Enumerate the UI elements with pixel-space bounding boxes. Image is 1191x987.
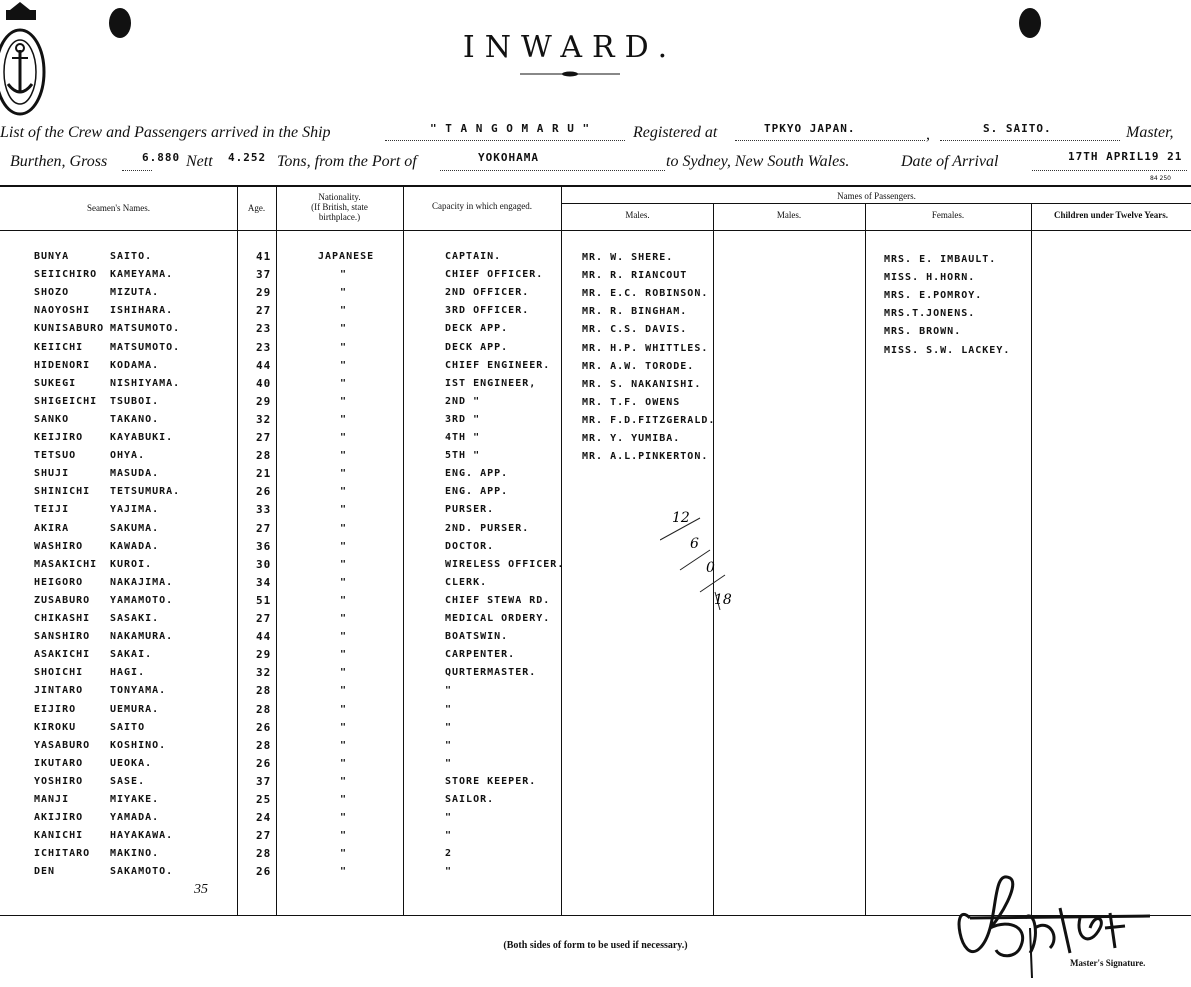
male-passenger: MR. A.W. TORODE.	[582, 360, 695, 372]
crew-nationality: "	[340, 468, 348, 480]
crew-last-name: SASE.	[110, 775, 146, 787]
crew-first-name: SANKO	[34, 413, 70, 425]
crew-capacity: CHIEF ENGINEER.	[445, 359, 551, 371]
crew-age: 51	[256, 593, 272, 607]
crew-nationality: "	[340, 594, 348, 606]
crew-last-name: SAITO	[110, 721, 146, 733]
header-label-tons-port: Tons, from the Port of	[277, 153, 417, 170]
crew-last-name: KAYABUKI.	[110, 432, 174, 443]
crew-last-name: YAMAMOTO.	[110, 594, 174, 606]
crew-capacity: CLERK.	[445, 576, 488, 588]
crew-first-name: IKUTARO	[34, 757, 84, 769]
crew-capacity: "	[445, 703, 453, 715]
crew-nationality: "	[340, 486, 348, 498]
female-passenger: MRS. E. IMBAULT.	[884, 254, 997, 265]
crew-age: 27	[256, 612, 272, 625]
table-header-bottom-rule	[0, 230, 1191, 231]
crew-age: 26	[256, 756, 272, 770]
col-header-capacity: Capacity in which engaged.	[432, 201, 532, 211]
crew-first-name: KANICHI	[34, 830, 84, 842]
male-passenger: MR. Y. YUMIBA.	[582, 433, 681, 444]
crew-nationality: "	[340, 287, 348, 299]
crew-first-name: HIDENORI	[34, 359, 91, 371]
crew-last-name: TAKANO.	[110, 413, 160, 425]
crew-first-name: BUNYA	[34, 251, 70, 262]
crew-last-name: MAKINO.	[110, 848, 160, 860]
crew-nationality: "	[340, 667, 348, 679]
crew-capacity: PURSER.	[445, 504, 495, 516]
male-passenger: MR. E.C. ROBINSON.	[582, 288, 709, 300]
crew-capacity: 2ND OFFICER.	[445, 287, 530, 299]
col-divider-passengers	[561, 185, 562, 915]
male-passenger: MR. A.L.PINKERTON.	[582, 451, 709, 463]
crew-nationality: "	[340, 323, 348, 335]
crew-first-name: DEN	[34, 866, 56, 878]
col-header-age: Age.	[247, 203, 266, 213]
crew-nationality: "	[340, 866, 348, 878]
crew-age: 32	[256, 412, 272, 426]
crew-nationality: "	[340, 685, 348, 697]
crew-nationality: "	[340, 812, 348, 824]
crew-capacity: DECK APP.	[445, 323, 509, 335]
departure-port: YOKOHAMA	[478, 151, 539, 164]
header-label-destination: to Sydney, New South Wales.	[666, 153, 850, 170]
crew-first-name: SHINICHI	[34, 486, 91, 498]
crew-first-name: KEIJIRO	[34, 432, 84, 443]
female-passenger: MISS. H.HORN.	[884, 272, 976, 284]
crew-capacity: "	[445, 866, 453, 878]
crew-first-name: SUKEGI	[34, 377, 77, 389]
crew-last-name: TSUBOI.	[110, 395, 160, 407]
col-divider-children	[1031, 203, 1032, 915]
crew-first-name: MANJI	[34, 794, 70, 805]
crew-first-name: HEIGORO	[34, 576, 84, 588]
crew-age: 27	[256, 829, 272, 843]
anchor-seal-icon	[0, 0, 48, 118]
crew-last-name: SASAKI.	[110, 613, 160, 624]
crew-last-name: KAMEYAMA.	[110, 269, 174, 281]
crew-last-name: MIZUTA.	[110, 287, 160, 299]
crew-last-name: NAKAJIMA.	[110, 576, 174, 588]
crew-last-name: MASUDA.	[110, 468, 160, 480]
crew-nationality: "	[340, 558, 348, 570]
header-label-nett: Nett	[186, 153, 213, 170]
crew-first-name: SHOICHI	[34, 667, 84, 679]
crew-age: 24	[256, 811, 272, 825]
crew-age: 28	[256, 702, 272, 716]
crew-age: 23	[256, 340, 272, 354]
crew-first-name: SEIICHIRO	[34, 269, 98, 281]
crew-age: 41	[256, 250, 272, 263]
crew-capacity: WIRELESS OFFICER.	[445, 558, 565, 570]
male-passenger: MR. R. BINGHAM.	[582, 306, 688, 318]
crew-last-name: SAKAMOTO.	[110, 866, 174, 878]
crew-capacity: 3RD OFFICER.	[445, 305, 530, 317]
crew-first-name: ASAKICHI	[34, 649, 91, 661]
crew-capacity: DOCTOR.	[445, 540, 495, 552]
crew-capacity: CARPENTER.	[445, 649, 516, 661]
crew-nationality: "	[340, 794, 348, 805]
crew-nationality: "	[340, 305, 348, 317]
crew-nationality: "	[340, 721, 348, 733]
crew-nationality: "	[340, 848, 348, 860]
crew-last-name: KUROI.	[110, 558, 153, 570]
crew-last-name: TONYAMA.	[110, 685, 167, 697]
crew-nationality: JAPANESE	[318, 251, 375, 262]
crew-capacity: CAPTAIN.	[445, 251, 502, 262]
crew-first-name: SANSHIRO	[34, 631, 91, 643]
crew-last-name: KOSHINO.	[110, 739, 167, 751]
nett-tonnage: 4.252	[228, 151, 267, 164]
crew-age: 29	[256, 394, 272, 408]
crew-first-name: CHIKASHI	[34, 613, 91, 624]
crew-nationality: "	[340, 703, 348, 715]
arrival-underline	[1032, 170, 1187, 171]
crew-capacity: SAILOR.	[445, 794, 495, 805]
crew-age: 28	[256, 449, 272, 463]
male-passenger: MR. T.F. OWENS	[582, 396, 681, 408]
crew-capacity: CHIEF STEWA RD.	[445, 594, 551, 606]
crew-last-name: YAJIMA.	[110, 504, 160, 516]
crew-capacity: IST ENGINEER,	[445, 377, 537, 389]
crew-nationality: "	[340, 432, 348, 443]
crew-nationality: "	[340, 504, 348, 516]
crew-last-name: SAKAI.	[110, 649, 153, 661]
crew-capacity: "	[445, 721, 453, 733]
crew-age: 30	[256, 557, 272, 571]
master-name: S. SAITO.	[983, 122, 1052, 135]
title-ornament	[520, 71, 620, 77]
crew-age: 26	[256, 865, 272, 879]
crew-capacity: BOATSWIN.	[445, 631, 509, 643]
crew-age: 29	[256, 286, 272, 300]
crew-nationality: "	[340, 631, 348, 643]
ship-name: " T A N G O M A R U "	[430, 122, 591, 135]
crew-nationality: "	[340, 359, 348, 371]
comma-mark: ,	[926, 126, 930, 143]
crew-age: 44	[256, 630, 272, 644]
gross-tonnage: 6.880	[142, 151, 181, 164]
crew-first-name: MASAKICHI	[34, 558, 98, 570]
male-passenger: MR. H.P. WHITTLES.	[582, 342, 709, 354]
col-header-passengers: Names of Passengers.	[837, 191, 916, 201]
crew-age: 33	[256, 503, 272, 517]
crew-capacity: ENG. APP.	[445, 486, 509, 498]
crew-capacity: MEDICAL ORDERY.	[445, 613, 551, 624]
crew-capacity: ENG. APP.	[445, 468, 509, 480]
crew-nationality: "	[340, 613, 348, 624]
male-passenger: MR. R. RIANCOUT	[582, 270, 688, 282]
crew-age: 37	[256, 268, 272, 282]
female-passenger: MISS. S.W. LACKEY.	[884, 344, 1011, 356]
crew-first-name: WASHIRO	[34, 540, 84, 552]
crew-last-name: UEOKA.	[110, 757, 153, 769]
crew-first-name: SHOZO	[34, 287, 70, 299]
crew-nationality: "	[340, 739, 348, 751]
crew-capacity: QURTERMASTER.	[445, 667, 537, 679]
port-underline	[440, 170, 665, 171]
crew-last-name: TETSUMURA.	[110, 486, 181, 498]
crew-capacity: 2ND. PURSER.	[445, 522, 530, 534]
tally-12: 12	[672, 510, 690, 526]
crew-capacity: "	[445, 830, 453, 842]
crew-last-name: KODAMA.	[110, 359, 160, 371]
crew-first-name: KEIICHI	[34, 341, 84, 353]
master-underline	[940, 140, 1120, 141]
col-divider-capacity	[403, 185, 404, 915]
form-title: INWARD.	[462, 30, 678, 65]
tally-6: 6	[690, 536, 699, 552]
crew-first-name: SHUJI	[34, 468, 70, 480]
col-header-nationality: Nationality. (If British, state birthplace.)	[311, 192, 368, 222]
crew-nationality: "	[340, 830, 348, 842]
form-code: 84 250	[1150, 175, 1171, 182]
crew-first-name: KUNISABURO	[34, 323, 105, 335]
crew-nationality: "	[340, 522, 348, 534]
crew-age: 27	[256, 431, 272, 444]
margin-note: 35	[194, 882, 208, 897]
crew-capacity: "	[445, 757, 453, 769]
crew-age: 26	[256, 485, 272, 499]
male-passenger: MR. F.D.FITZGERALD.	[582, 414, 716, 426]
col-divider-age	[237, 185, 238, 915]
tally-0: 0	[706, 560, 715, 576]
crew-age: 34	[256, 575, 272, 589]
gross-underline	[122, 170, 152, 171]
punch-hole-right	[1019, 8, 1041, 38]
crew-capacity: 3RD "	[445, 413, 481, 425]
crew-age: 28	[256, 738, 272, 752]
crew-first-name: SHIGEICHI	[34, 395, 98, 407]
crew-nationality: "	[340, 649, 348, 661]
crew-first-name: TEIJI	[34, 504, 70, 516]
female-passenger: MRS.T.JONENS.	[884, 308, 976, 320]
crew-first-name: AKIRA	[34, 522, 70, 534]
crew-nationality: "	[340, 269, 348, 281]
crew-nationality: "	[340, 377, 348, 389]
crew-last-name: ISHIHARA.	[110, 305, 174, 317]
crew-capacity: "	[445, 685, 453, 697]
male-passenger: MR. C.S. DAVIS.	[582, 324, 688, 336]
male-passenger: MR. S. NAKANISHI.	[582, 378, 702, 390]
passenger-sub-rule	[562, 203, 1191, 204]
crew-capacity: 2ND "	[445, 395, 481, 407]
crew-first-name: ZUSABURO	[34, 594, 91, 606]
header-label-master: Master,	[1126, 124, 1174, 141]
header-label-registered: Registered at	[633, 124, 718, 141]
crew-age: 23	[256, 322, 272, 336]
crew-capacity: CHIEF OFFICER.	[445, 269, 544, 281]
crew-first-name: ICHITARO	[34, 848, 91, 860]
crew-first-name: JINTARO	[34, 685, 84, 697]
crew-last-name: SAKUMA.	[110, 522, 160, 534]
crew-age: 21	[256, 467, 272, 481]
header-label-list: List of the Crew and Passengers arrived in the Ship	[0, 124, 331, 141]
col-header-males-2: Males.	[776, 210, 802, 220]
crew-age: 28	[256, 847, 272, 861]
registered-underline	[735, 140, 925, 141]
crew-age: 36	[256, 539, 272, 553]
crew-nationality: "	[340, 757, 348, 769]
crew-capacity: 4TH "	[445, 432, 481, 443]
crew-last-name: KAWADA.	[110, 540, 160, 552]
crew-nationality: "	[340, 413, 348, 425]
table-top-rule	[0, 185, 1191, 187]
crew-first-name: KIROKU	[34, 721, 77, 733]
col-header-seamen: Seamen's Names.	[86, 203, 151, 213]
col-header-children: Children under Twelve Years.	[1053, 210, 1168, 220]
footer-note: (Both sides of form to be used if necessary.)	[503, 940, 688, 951]
header-label-arrival: Date of Arrival	[901, 153, 999, 170]
crew-last-name: MATSUMOTO.	[110, 323, 181, 335]
arrival-date: 17TH APRIL19 21	[1068, 150, 1183, 163]
crew-capacity: 5TH "	[445, 450, 481, 462]
crew-age: 27	[256, 304, 272, 318]
crew-age: 27	[256, 521, 272, 535]
crew-age: 25	[256, 793, 272, 806]
col-header-females: Females.	[931, 210, 965, 220]
crew-age: 32	[256, 666, 272, 680]
male-passenger: MR. W. SHERE.	[582, 252, 674, 263]
crew-first-name: NAOYOSHI	[34, 305, 91, 317]
handwritten-tally	[660, 500, 740, 610]
crew-capacity: "	[445, 812, 453, 824]
punch-hole-left	[109, 8, 131, 38]
crew-last-name: NISHIYAMA.	[110, 377, 181, 389]
crew-age: 37	[256, 774, 272, 788]
crew-last-name: HAGI.	[110, 667, 146, 679]
crew-last-name: YAMADA.	[110, 812, 160, 824]
crew-age: 44	[256, 358, 272, 372]
crew-first-name: TETSUO	[34, 450, 77, 462]
col-divider-females	[865, 203, 866, 915]
crew-nationality: "	[340, 775, 348, 787]
crew-last-name: MATSUMOTO.	[110, 341, 181, 353]
crew-capacity: 2	[445, 848, 453, 860]
crew-capacity: "	[445, 739, 453, 751]
crew-capacity: DECK APP.	[445, 341, 509, 353]
header-label-burthen: Burthen, Gross	[10, 153, 108, 170]
crew-last-name: NAKAMURA.	[110, 631, 174, 643]
crew-nationality: "	[340, 540, 348, 552]
col-divider-nationality	[276, 185, 277, 915]
female-passenger: MRS. E.POMROY.	[884, 290, 983, 302]
registered-port: TPKYO JAPAN.	[764, 122, 856, 135]
crew-age: 40	[256, 376, 272, 390]
crew-nationality: "	[340, 395, 348, 407]
crew-first-name: EIJIRO	[34, 703, 77, 715]
crew-age: 26	[256, 720, 272, 734]
crew-age: 29	[256, 648, 272, 662]
crew-age: 28	[256, 684, 272, 698]
crew-last-name: OHYA.	[110, 450, 146, 462]
master-signature-label: Master's Signature.	[1070, 958, 1146, 968]
crew-last-name: MIYAKE.	[110, 794, 160, 805]
crew-first-name: YOSHIRO	[34, 775, 84, 787]
crew-nationality: "	[340, 576, 348, 588]
col-header-males-1: Males.	[625, 210, 650, 220]
crew-nationality: "	[340, 341, 348, 353]
tally-18: 18	[714, 592, 732, 608]
female-passenger: MRS. BROWN.	[884, 326, 962, 338]
crew-last-name: SAITO.	[110, 251, 153, 262]
crew-first-name: AKIJIRO	[34, 812, 84, 824]
crew-capacity: STORE KEEPER.	[445, 775, 537, 787]
crew-last-name: HAYAKAWA.	[110, 830, 174, 842]
crew-first-name: YASABURO	[34, 739, 91, 751]
ship-underline	[385, 140, 625, 141]
crew-last-name: UEMURA.	[110, 703, 160, 715]
crew-nationality: "	[340, 450, 348, 462]
